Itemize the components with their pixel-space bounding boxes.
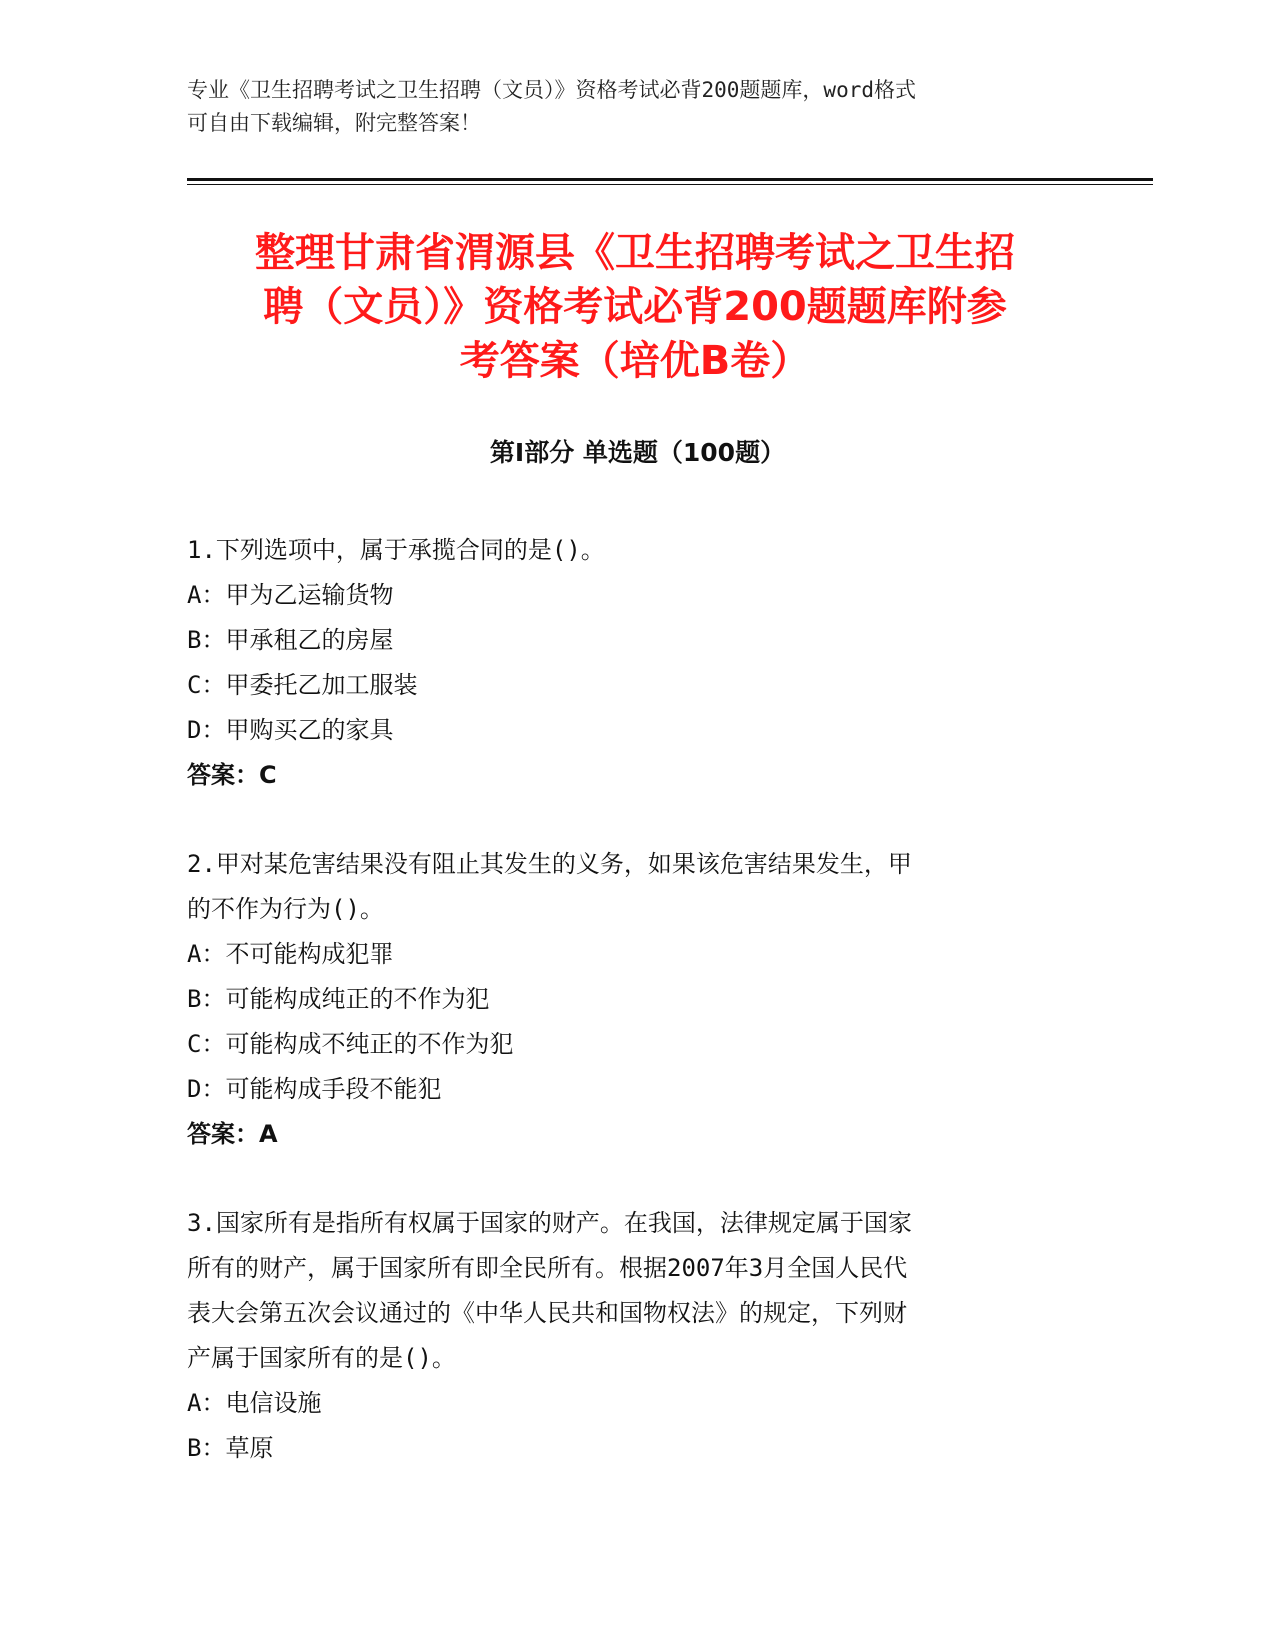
header-note-line-2: 可自由下载编辑，附完整答案！	[187, 111, 481, 135]
question-stem-line: 产属于国家所有的是()。	[187, 1344, 456, 1372]
question-option-c: C：可能构成不纯正的不作为犯	[187, 1030, 514, 1058]
document-title-line-3: 考答案（培优B卷）	[459, 338, 811, 384]
question-2	[187, 842, 1067, 1157]
question-option-a: A：甲为乙运输货物	[187, 581, 394, 609]
question-list	[187, 528, 1067, 1515]
document-title	[190, 226, 1080, 388]
question-3	[187, 1201, 1067, 1471]
question-option-d: D：甲购买乙的家具	[187, 716, 394, 744]
header-note-line-1: 专业《卫生招聘考试之卫生招聘（文员）》资格考试必背200题题库，word格式	[187, 78, 916, 102]
question-stem-line: 的不作为行为()。	[187, 895, 384, 923]
question-option-b: B：甲承租乙的房屋	[187, 626, 394, 654]
question-stem-line: 表大会第五次会议通过的《中华人民共和国物权法》的规定，下列财	[187, 1299, 907, 1327]
question-option-d: D：可能构成手段不能犯	[187, 1075, 442, 1103]
question-option-a: A：电信设施	[187, 1389, 322, 1417]
question-answer: 答案：C	[187, 761, 277, 789]
question-1	[187, 528, 1067, 798]
question-stem-line: 所有的财产，属于国家所有即全民所有。根据2007年3月全国人民代	[187, 1254, 908, 1282]
question-option-c: C：甲委托乙加工服装	[187, 671, 418, 699]
header-note	[187, 74, 1067, 140]
question-stem-line: 3.国家所有是指所有权属于国家的财产。在我国，法律规定属于国家	[187, 1209, 912, 1237]
header-divider-thin	[187, 184, 1153, 185]
question-stem-line: 2.甲对某危害结果没有阻止其发生的义务，如果该危害结果发生，甲	[187, 850, 912, 878]
header-divider-thick	[187, 178, 1153, 181]
document-title-line-1: 整理甘肃省渭源县《卫生招聘考试之卫生招	[255, 230, 1015, 276]
document-title-line-2: 聘（文员）》资格考试必背200题题库附参	[263, 284, 1007, 330]
question-answer: 答案：A	[187, 1120, 278, 1148]
question-option-a: A：不可能构成犯罪	[187, 940, 394, 968]
question-option-b: B：草原	[187, 1434, 274, 1462]
question-stem-line: 1.下列选项中，属于承揽合同的是()。	[187, 536, 605, 564]
question-option-b: B：可能构成纯正的不作为犯	[187, 985, 490, 1013]
section-title: 第Ⅰ部分 单选题（100题）	[489, 438, 786, 467]
